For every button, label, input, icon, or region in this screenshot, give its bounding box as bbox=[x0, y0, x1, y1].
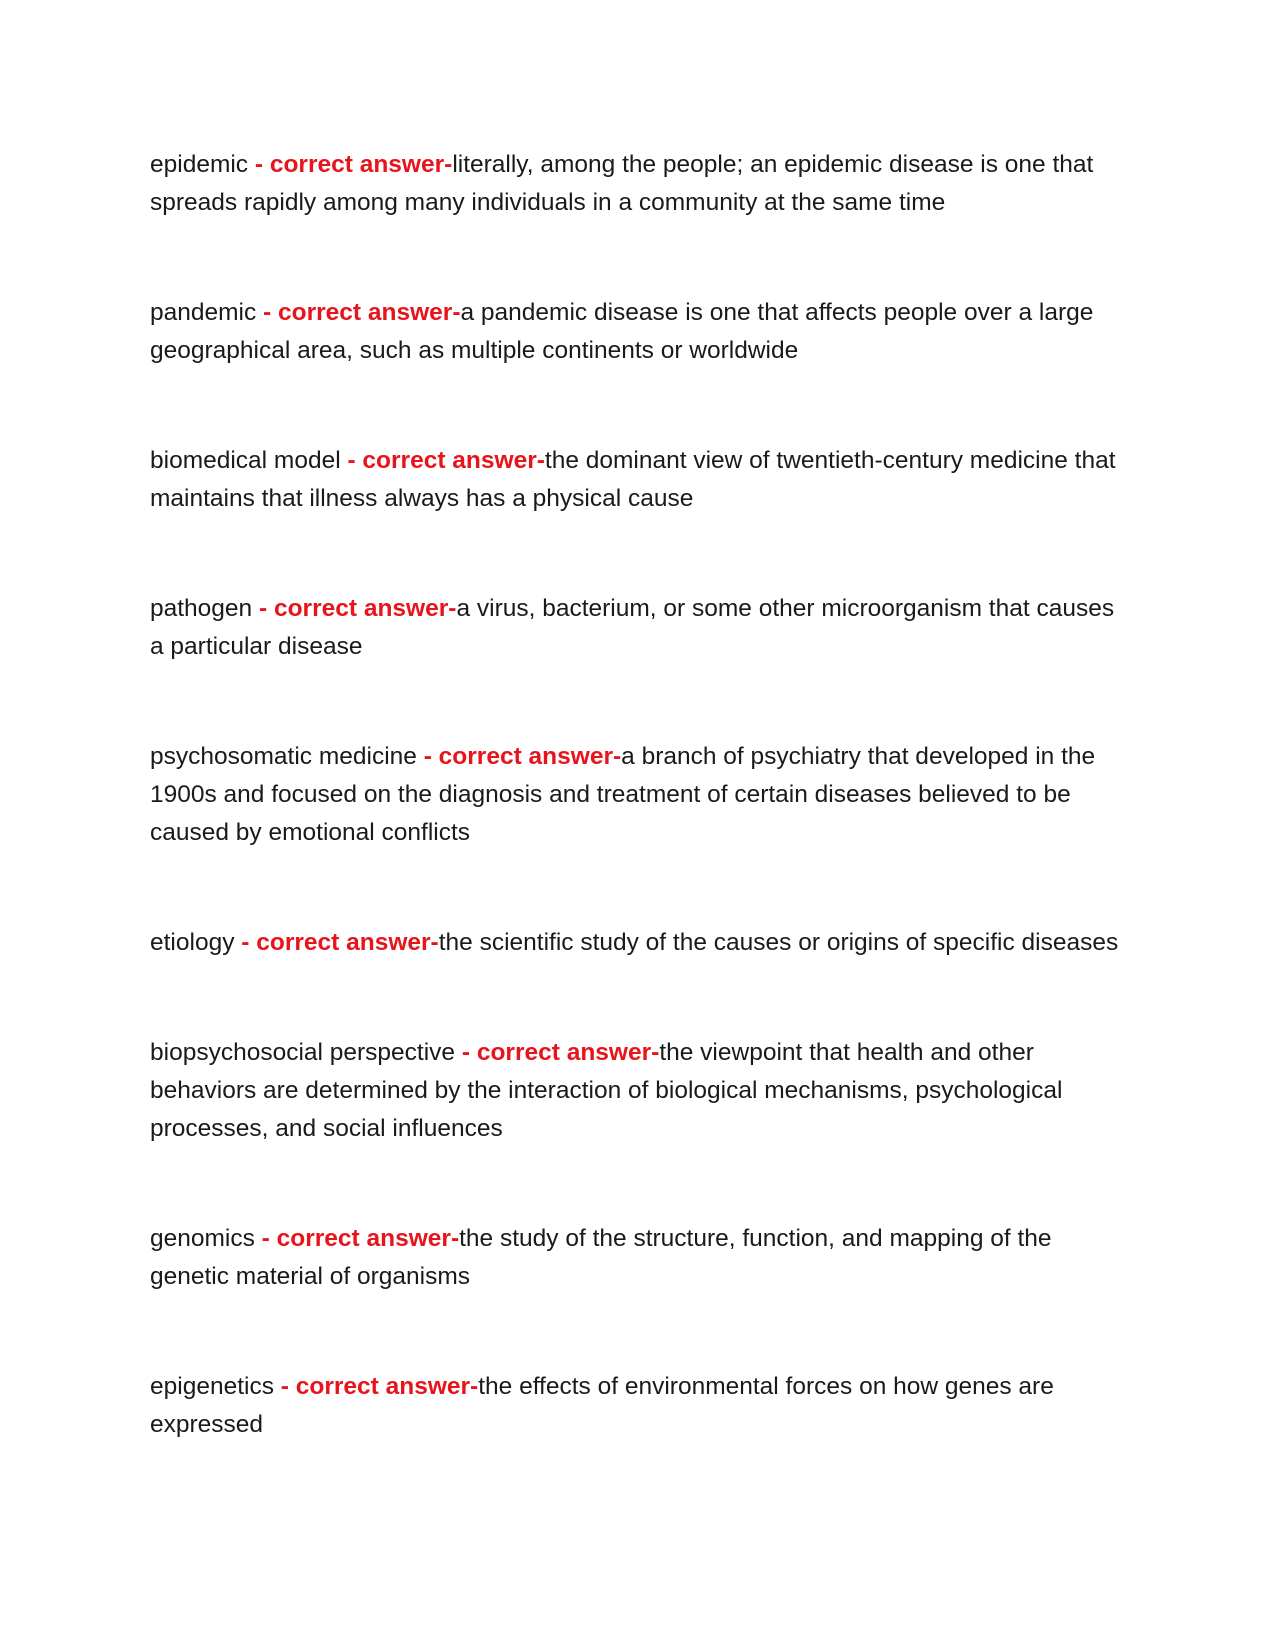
answer-separator: - correct answer- bbox=[455, 1039, 660, 1066]
entry-definition: a branch of psychiatry that developed in the 1900s and focused on the diagnosis and treatment of certain diseases believed to be caused by emotional conflicts bbox=[150, 743, 1096, 846]
entry-definition: a pandemic disease is one that affects people over a large geographical area, such as multiple continents or worldwide bbox=[150, 299, 1094, 364]
answer-separator: - correct answer- bbox=[256, 299, 461, 326]
glossary-entry bbox=[150, 442, 1130, 518]
glossary-entry bbox=[150, 1034, 1130, 1148]
answer-separator: - correct answer- bbox=[248, 151, 453, 178]
answer-separator: - correct answer- bbox=[273, 1373, 479, 1400]
entry-term: epigenetics bbox=[150, 1373, 274, 1400]
entry-definition: the viewpoint that health and other behaviors are determined by the interaction of biological mechanisms, psychological processes, and social influences bbox=[150, 1039, 1063, 1142]
glossary-entry bbox=[150, 924, 1130, 962]
entry-term: pathogen bbox=[150, 595, 253, 622]
entry-definition: the scientific study of the causes or origins of specific diseases bbox=[438, 929, 1119, 956]
entry-term: genomics bbox=[150, 1225, 255, 1252]
entry-definition: the effects of environmental forces on how genes are expressed bbox=[150, 1373, 1054, 1438]
glossary-entry bbox=[150, 738, 1130, 852]
glossary-list bbox=[150, 146, 1130, 1516]
entry-term: etiology bbox=[150, 929, 235, 956]
entry-term: psychosomatic medicine bbox=[150, 743, 417, 770]
entry-term: epidemic bbox=[150, 151, 249, 178]
entry-definition: the study of the structure, function, and mapping of the genetic material of organisms bbox=[150, 1225, 1052, 1290]
answer-separator: - correct answer- bbox=[416, 743, 622, 770]
answer-separator: - correct answer- bbox=[252, 595, 457, 622]
glossary-entry bbox=[150, 1368, 1130, 1444]
entry-term: biopsychosocial perspective bbox=[150, 1039, 456, 1066]
entry-definition: a virus, bacterium, or some other microorganism that causes a particular disease bbox=[150, 595, 1115, 660]
answer-separator: - correct answer- bbox=[340, 447, 545, 474]
entry-definition: the dominant view of twentieth-century medicine that maintains that illness always has a physical cause bbox=[150, 447, 1116, 512]
glossary-entry bbox=[150, 146, 1130, 222]
glossary-entry bbox=[150, 1220, 1130, 1296]
answer-separator: - correct answer- bbox=[234, 929, 439, 956]
answer-separator: - correct answer- bbox=[254, 1225, 460, 1252]
entry-definition: literally, among the people; an epidemic disease is one that spreads rapidly among many individuals in a community at the same time bbox=[150, 151, 1094, 216]
entry-term: pandemic bbox=[150, 299, 257, 326]
glossary-entry bbox=[150, 590, 1130, 666]
entry-term: biomedical model bbox=[150, 447, 341, 474]
glossary-entry bbox=[150, 294, 1130, 370]
